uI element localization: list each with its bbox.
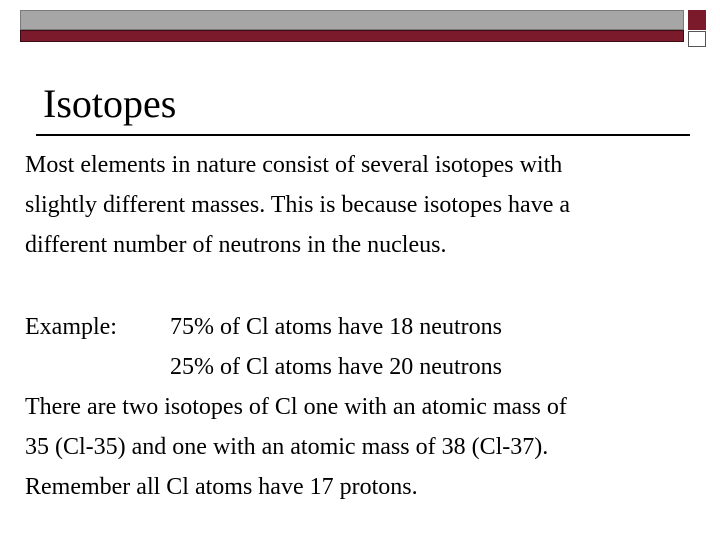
title-underline [36,134,690,136]
example-line: 75% of Cl atoms have 18 neutrons [170,314,502,340]
example-label: Example: [25,314,117,340]
header-red-strip [20,30,684,42]
slide-title: Isotopes [43,81,177,126]
header-corner [688,10,706,42]
closing-line: There are two isotopes of Cl one with an atomic mass of [25,394,567,420]
intro-paragraph [25,145,570,265]
closing-line: 35 (Cl-35) and one with an atomic mass of 38 (Cl-37). [25,434,549,460]
corner-red-block [688,10,706,30]
intro-line: slightly different masses. This is because isotopes have a [25,192,571,218]
example-line: 25% of Cl atoms have 20 neutrons [170,354,502,380]
closing-line: Remember all Cl atoms have 17 protons. [25,474,418,500]
closing-paragraph [25,387,567,507]
corner-square-icon [688,31,706,47]
example-list [170,307,502,387]
intro-line: different number of neutrons in the nucleus. [25,232,447,258]
header-bar [20,10,684,42]
header-gray-strip [20,10,684,30]
intro-line: Most elements in nature consist of several isotopes with [25,152,563,178]
